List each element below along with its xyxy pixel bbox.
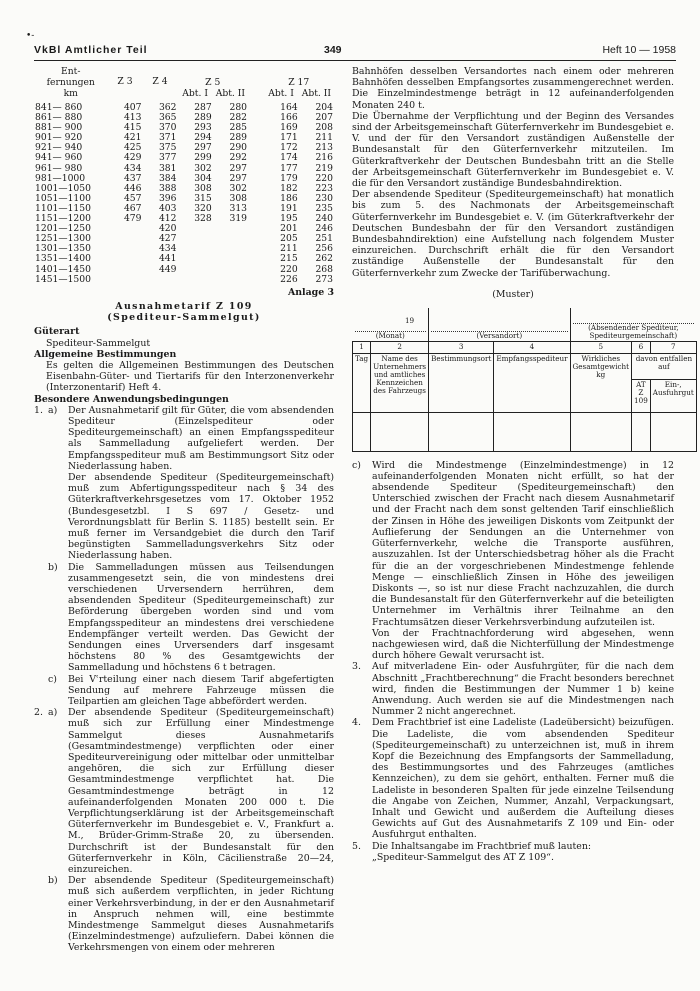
tariff-z17-abt2: 208 bbox=[315, 122, 333, 134]
tariff-z3 bbox=[107, 275, 142, 285]
tariff-z17-abt1: 191 bbox=[280, 202, 298, 214]
form-col-num: 7 bbox=[650, 342, 696, 353]
tariff-z17-abt2: 223 bbox=[315, 182, 333, 194]
tariff-z17-abt1: 195 bbox=[280, 213, 298, 225]
tariff-z5-abt2: 280 bbox=[229, 102, 248, 113]
tariff-z5-abt2 bbox=[213, 244, 248, 254]
tariff-z5-abt2: 282 bbox=[229, 112, 248, 124]
distance-range: 981—1000 bbox=[35, 172, 86, 184]
form-head-einaus: Ein-, Ausfuhrgut bbox=[650, 379, 696, 412]
page-number: 349 bbox=[324, 44, 342, 56]
tariff-z3: 446 bbox=[123, 182, 142, 194]
distance-range: 941— 960 bbox=[35, 152, 83, 164]
item-2c-text: Wird die Mindestmenge (Einzelmindestmenge) in 12 aufeinanderfolgenden Monaten nicht erfüllt, so hat der absendende Spediteur (Spediteurgemeinschaft) den Unterschied zwischen der Fracht nach diesem Ausnahmetarif und der Fracht nach dem sonst geltenden Tarif einschließlich der Zinsen in Höhe des jeweiligen Diskonts vom Zeitpunkt der Auflieferung der Sendungen an die Unternehmer von Güterfernverkehr, welche die Transporte ausführen, auszuzahlen. Ist der Unterschiedsbetrag höher als die Fracht für die an der vorgeschriebenen Mindestmenge fehlende Menge — einschließlich Zinsen in Höhe des jeweiligen Diskonts —, so ist nur diese Fracht nachzuzahlen, die durch die Bundesanstalt für den Güterfernverkehr auf die beteiligten Unternehmer im Verhältnis ihrer Teilnahme an den Frachtumsätzen dieser Verkehrsverbindung aufzuteilen ist. bbox=[372, 459, 674, 628]
tariff-z5-abt2: 290 bbox=[229, 142, 248, 154]
item-1b bbox=[34, 562, 334, 674]
tariff-z17-abt1: 164 bbox=[280, 102, 298, 113]
tariff-z17-abt1: 215 bbox=[280, 253, 298, 265]
col-z3-header: Z 3 bbox=[117, 76, 133, 87]
tariff-z17-abt1: 182 bbox=[280, 182, 298, 194]
form-head-bestimmung: Bestimmungsort bbox=[429, 353, 494, 412]
form-col-num: 2 bbox=[371, 342, 429, 353]
tariff-z17-abt1: 186 bbox=[280, 192, 298, 204]
form-head-name: Name des Unternehmers und amtliches Kennzeichen des Fahrzeugs bbox=[371, 353, 429, 412]
sample-form bbox=[352, 308, 697, 452]
tariff-z3 bbox=[107, 244, 142, 254]
item-2c-text-2: Von der Frachtnachforderung wird abgesehen, wenn nachgewiesen wird, daß die Nichterfüllung der Mindestmenge durch höhere Gewalt verursacht ist. bbox=[372, 627, 674, 662]
item-2b bbox=[34, 875, 334, 953]
tariff-z4: 388 bbox=[158, 182, 177, 194]
item-2b-label: b) bbox=[48, 875, 58, 887]
tariff-z17-abt2: 262 bbox=[315, 253, 333, 265]
item-1b-label: b) bbox=[48, 561, 58, 573]
tariff-z17-abt2: 230 bbox=[315, 192, 333, 204]
tariff-z17-abt2: 220 bbox=[315, 172, 333, 184]
item-1-number: 1. bbox=[34, 404, 43, 416]
item-2a bbox=[34, 707, 334, 875]
tariff-z5-abt1 bbox=[177, 224, 212, 234]
tariff-z5-abt1: 304 bbox=[194, 172, 212, 184]
item-1a bbox=[34, 405, 334, 472]
distance-range: 1251—1300 bbox=[35, 233, 91, 245]
page-header bbox=[34, 44, 676, 61]
item-2b-text: Der absendende Spediteur (Spediteurgemeinschaft) muß sich außerdem verpflichten, in jeder Richtung einer Verkehrsverbindung, in der er den Ausnahmetarif in Anspruch nehmen will, eine bestimmte Mindestmenge Sammelgut dieses Ausnahmetarifs (Einzelmindestmenge) aufzuliefern. Dabei können die Verkehrsmengen von einem oder mehreren bbox=[68, 875, 334, 954]
item-1b-text: Die Sammelladungen müssen aus Teilsendungen zusammengesetzt sein, die von mindestens drei verschiedenen Urversendern herrühren, dem absendenden Spediteur (Spediteurgemeinschaft) zur Beförderung übergeben worden sind und vom Empfangsspediteur an mindestens drei verschiedene Endempfänger verteilt werden. Das Gewicht der Sendungen eines Urversenders darf insgesamt höchstens 80 % des Gesamtgewichts der Sammelladung und höchstens 6 t betragen. bbox=[68, 561, 334, 674]
tariff-z3: 425 bbox=[123, 142, 142, 154]
form-versandort-label: (Versandort) bbox=[476, 331, 523, 341]
col-z4-header: Z 4 bbox=[152, 76, 168, 87]
tariff-z5-abt2: 289 bbox=[229, 132, 248, 144]
distance-range: 961— 980 bbox=[35, 162, 83, 174]
tariff-z4: 427 bbox=[158, 233, 177, 245]
tariff-z4: 377 bbox=[158, 152, 177, 164]
tariff-z17-abt2: 216 bbox=[315, 152, 333, 164]
form-absender-label: (Absendender Spediteur, Spediteurgemeinschaft) bbox=[588, 323, 679, 341]
form-year: 19 bbox=[355, 317, 427, 332]
tariff-z5-abt2: 313 bbox=[229, 202, 248, 214]
form-head-atz: AT Z 109 bbox=[632, 379, 651, 412]
col-z5-abt2: Abt. II bbox=[215, 87, 246, 99]
tariff-z17-abt1: 171 bbox=[280, 132, 298, 144]
tariff-z3: 429 bbox=[123, 152, 142, 164]
tariff-z17-abt2: 207 bbox=[315, 112, 333, 124]
item-2a-label: a) bbox=[48, 707, 58, 719]
tariff-z5-abt1: 293 bbox=[194, 122, 212, 134]
sample-title: (Muster) bbox=[492, 288, 534, 300]
section-gueterart-heading: Güterart bbox=[34, 326, 80, 338]
item-1c bbox=[34, 674, 334, 708]
col-z17-abt1: Abt. I bbox=[268, 87, 294, 99]
tariff-z4 bbox=[142, 275, 177, 285]
tariff-z5-abt1 bbox=[177, 254, 212, 264]
distance-range: 841— 860 bbox=[35, 102, 83, 113]
item-5 bbox=[352, 841, 674, 863]
tariff-z5-abt2 bbox=[213, 224, 248, 234]
tariff-z4: 441 bbox=[158, 253, 177, 265]
tariff-z5-abt1: 315 bbox=[194, 192, 212, 204]
tariff-z5-abt1: 308 bbox=[194, 182, 212, 194]
tariff-z5-abt2: 285 bbox=[229, 122, 248, 134]
item-5-text: Die Inhaltsangabe im Frachtbrief muß lauten: bbox=[372, 840, 592, 852]
tariff-z4: 420 bbox=[158, 223, 177, 235]
tariff-z4: 375 bbox=[158, 142, 177, 154]
tariff-z5-abt2 bbox=[213, 254, 248, 264]
tariff-z17-abt2: 219 bbox=[315, 162, 333, 174]
distance-range: 881— 900 bbox=[35, 122, 83, 134]
tariff-z17-abt2: 240 bbox=[315, 213, 333, 225]
item-4-number: 4. bbox=[352, 717, 361, 729]
issue-label: Heft 10 — 1958 bbox=[602, 44, 676, 56]
col-z17-header: Z 17 bbox=[288, 77, 310, 89]
section-besondere-heading: Besondere Anwendungsbedingungen bbox=[34, 393, 229, 405]
tariff-z17-abt2: 256 bbox=[315, 243, 333, 255]
form-head-tag: Tag bbox=[353, 353, 371, 412]
tariff-z5-abt1: 294 bbox=[194, 132, 212, 144]
tariff-z17-abt1: 179 bbox=[280, 172, 298, 184]
text-r3: Der absendende Spediteur (Spediteurgemeinschaft) hat monatlich bis zum 5. des Nachmonats der Arbeitsgemeinschaft Güterfernverkehr im Bundesgebiet e. V. (im Güterkraftverkehr der Deutschen Bundesbahn der für den Versandort zuständigen Bundesbahndirektion) eine Aufstellung nach folgendem Muster einzureichen. Durchschrift erhält die für den Versandort zuständige Außenstelle der Bundesanstalt für den Güterfernverkehr zum Zwecke der Tarifüberwachung. bbox=[352, 189, 674, 279]
form-absender-cell bbox=[570, 308, 696, 342]
form-month-label: (Monat) bbox=[375, 331, 405, 341]
form-col-num: 4 bbox=[494, 342, 570, 353]
tariff-z5-abt2: 308 bbox=[229, 192, 248, 204]
tariff-z5-abt1: 328 bbox=[194, 213, 212, 225]
distance-range: 901— 920 bbox=[35, 132, 83, 144]
tariff-z5-abt2 bbox=[213, 234, 248, 244]
item-1c-text: Bei Vʿrteilung einer nach diesem Tarif abgefertigten Sendung auf mehrere Fahrzeuge müssen die Teilpartien am gleichen Tage abbefördert werden. bbox=[68, 673, 334, 707]
tariff-z4: 403 bbox=[158, 202, 177, 214]
form-col-num: 5 bbox=[570, 342, 632, 353]
distance-range: 1451—1500 bbox=[35, 273, 91, 285]
tariff-z4: 371 bbox=[158, 132, 177, 144]
section-allgemein-heading: Allgemeine Bestimmungen bbox=[34, 348, 177, 360]
tariff-z17-abt1: 226 bbox=[280, 273, 298, 285]
tariff-z5-abt1: 297 bbox=[194, 142, 212, 154]
tariff-z5-abt2: 319 bbox=[229, 213, 248, 225]
item-3-number: 3. bbox=[352, 661, 361, 673]
tariff-subtitle: (Spediteur-Sammelgut) bbox=[107, 312, 261, 324]
header-left: VkBl Amtlicher Teil bbox=[34, 44, 148, 56]
tariff-z4: 384 bbox=[158, 172, 177, 184]
item-2-number: 2. bbox=[34, 707, 43, 719]
distance-range: 1301—1350 bbox=[35, 243, 91, 255]
tariff-z4: 362 bbox=[158, 102, 177, 113]
tariff-z17-abt2: 204 bbox=[315, 102, 333, 113]
corner-mark: •- bbox=[26, 31, 35, 41]
tariff-z5-abt2 bbox=[213, 275, 248, 285]
item-2c-label: c) bbox=[352, 459, 361, 471]
item-1a-text: Der Ausnahmetarif gilt für Güter, die vom absendenden Spediteur (Einzelspediteur oder Spediteurgemeinschaft) an einen Empfangsspediteur als Sammelladung aufgeliefert werden. Der Empfangsspediteur muß am Bestimmungsort Sitz oder Niederlassung haben. bbox=[68, 404, 334, 472]
annex-label: Anlage 3 bbox=[287, 286, 334, 298]
item-5-quote: „Spediteur-Sammelgut des AT Z 109“. bbox=[372, 851, 554, 863]
tariff-z17-abt1: 177 bbox=[280, 162, 298, 174]
tariff-z17-abt1: 211 bbox=[280, 243, 298, 255]
distance-range: 1051—1100 bbox=[35, 192, 91, 204]
tariff-z3: 413 bbox=[123, 112, 142, 124]
distance-range: 1201—1250 bbox=[35, 223, 91, 235]
distance-range: 1101—1150 bbox=[35, 202, 91, 214]
tariff-z3: 434 bbox=[123, 162, 142, 174]
distance-range: 1151—1200 bbox=[35, 213, 91, 225]
item-1a-text-2: Der absendende Spediteur (Spediteurgemeinschaft) muß zum Abfertigungsspediteur nach § 34 des Güterkraftverkehrsgesetzes vom 17. Oktober 1952 (Bundesgesetzbl. I S 697 / Gesetz- und Verordnungsblatt für Berlin S. 1185) bestellt sein. Er muß ferner im Versandgebiet die durch den Tarif begünstigten Sammelladungsverkehrs Sitz oder Niederlassung haben. bbox=[68, 471, 334, 562]
tariff-z5-abt1 bbox=[177, 265, 212, 275]
form-head-davon: davon entfallen auf bbox=[632, 353, 697, 379]
tariff-z4: 412 bbox=[158, 213, 177, 225]
item-5-number: 5. bbox=[352, 840, 361, 852]
item-2c bbox=[352, 460, 674, 628]
form-head-gewicht: Wirkliches Gesamtgewicht kg bbox=[570, 353, 632, 412]
item-3-text: Auf mitverladene Ein- oder Ausfuhrgüter, für die nach dem Abschnitt „Frachtberechnung“ die Fracht besonders berechnet wird, finden die Bestimmungen der Nummer 1 b) keine Anwendung. Auch werden sie auf die Mindestmengen nach Nummer 2 nicht angerechnet. bbox=[372, 661, 674, 718]
tariff-z3 bbox=[107, 234, 142, 244]
item-4-text: Dem Frachtbrief ist eine Ladeliste (Ladeübersicht) beizufügen. Die Ladeliste, die vom absendenden Spediteur (Spediteurgemeinschaft) zu unterzeichnen ist, muß in ihrem Kopf die Bezeichnung des Empfangsorts der Sammelladung, des Bestimmungsortes und des Fahrzeuges (amtliches Kennzeichen), zu dem sie gehört, enthalten. Ferner muß die Ladeliste in besonderen Spalten für jede einzelne Teilsendung die Angabe von Zeichen, Nummer, Anzahl, Verpackungsart, Inhalt und Gewicht und außerdem die Aufteilung dieses Gewichts auf Gut des Ausnahmetarifs Z 109 und Ein- oder Ausfuhrgut enthalten. bbox=[372, 717, 674, 841]
tariff-z3: 421 bbox=[123, 132, 142, 144]
item-4 bbox=[352, 717, 674, 840]
distance-table-body bbox=[34, 103, 334, 285]
tariff-z17-abt2: 251 bbox=[315, 233, 333, 245]
tariff-z4: 370 bbox=[158, 122, 177, 134]
form-number-row bbox=[353, 342, 697, 353]
tariff-z17-abt1: 169 bbox=[280, 122, 298, 134]
tariff-z4: 396 bbox=[158, 192, 177, 204]
tariff-z5-abt1 bbox=[177, 234, 212, 244]
distance-range: 1001—1050 bbox=[35, 182, 91, 194]
left-column bbox=[34, 66, 334, 954]
distance-range: 1351—1400 bbox=[35, 253, 91, 265]
tariff-z3 bbox=[107, 265, 142, 275]
tariff-z5-abt1 bbox=[177, 244, 212, 254]
distance-range: 921— 940 bbox=[35, 142, 83, 154]
tariff-z3 bbox=[107, 224, 142, 234]
item-3 bbox=[352, 661, 674, 717]
col-z17-abt2: Abt. II bbox=[301, 87, 331, 99]
tariff-z17-abt1: 166 bbox=[280, 112, 298, 124]
tariff-z4: 434 bbox=[158, 243, 177, 255]
tariff-z17-abt1: 220 bbox=[280, 263, 298, 275]
tariff-z5-abt1: 299 bbox=[194, 152, 212, 164]
tariff-z17-abt2: 213 bbox=[315, 142, 333, 154]
item-1c-label: c) bbox=[48, 673, 57, 685]
tariff-z3: 467 bbox=[123, 202, 142, 214]
tariff-z3: 437 bbox=[123, 172, 142, 184]
form-head-empfang: Empfangsspediteur bbox=[494, 353, 570, 412]
tariff-z5-abt2 bbox=[213, 265, 248, 275]
tariff-z5-abt2: 302 bbox=[229, 182, 248, 194]
tariff-title: Ausnahmetarif Z 109 bbox=[115, 300, 253, 312]
tariff-z17-abt1: 201 bbox=[280, 223, 298, 235]
form-versandort-cell bbox=[429, 308, 570, 342]
form-month-cell bbox=[353, 308, 429, 342]
item-1a-label: a) bbox=[48, 404, 58, 416]
tariff-z17-abt1: 205 bbox=[280, 233, 298, 245]
col-distance-header: Ent- fernungen km bbox=[46, 66, 95, 99]
col-z5-abt1: Abt. I bbox=[182, 87, 208, 99]
tariff-z5-abt2: 297 bbox=[229, 172, 248, 184]
tariff-z5-abt1: 320 bbox=[194, 202, 212, 214]
tariff-z17-abt1: 172 bbox=[280, 142, 298, 154]
tariff-z3: 407 bbox=[123, 102, 142, 113]
form-col-num: 3 bbox=[429, 342, 494, 353]
tariff-z5-abt1 bbox=[177, 275, 212, 285]
tariff-z4: 381 bbox=[158, 162, 177, 174]
distance-range: 861— 880 bbox=[35, 112, 83, 124]
right-column bbox=[352, 66, 694, 863]
item-2a-text: Der absendende Spediteur (Spediteurgemeinschaft) muß sich zur Erfüllung einer Mindestmenge Sammelgut dieses Ausnahmetarifs (Gesamtmindestmenge) verpflichten oder einer Spediteurvereinigung oder mittelbar oder unmittelbar angehören, die sich zur Erfüllung dieser Gesamtmindestmenge verpflichtet hat. Die Gesamtmindestmenge beträgt in 12 aufeinanderfolgenden Monaten 200 000 t. Die Verpflichtungserklärung ist der Arbeitsgemeinschaft Güterfernverkehr im Bundesgebiet e. V., Frankfurt a. M., Brüder-Grimm-Straße 20, zu übersenden. Durchschrift ist der Bundesanstalt für den Güterfernverkehr in Köln, Cäcilienstraße 20—24, einzureichen. bbox=[68, 707, 334, 876]
tariff-z5-abt2: 292 bbox=[229, 152, 248, 164]
tariff-z17-abt1: 174 bbox=[280, 152, 298, 164]
tariff-z4: 365 bbox=[158, 112, 177, 124]
text-r2: Die Übernahme der Verpflichtung und der Beginn des Versandes sind der Arbeitsgemeinschaft Güterfernverkehr im Bundesgebiet e. V. und der für den Versandort zuständigen Außenstelle der Bundesanstalt für den Güterfernverkehr mitzuteilen. Im Güterkraftverkehr der Deutschen Bundesbahn tritt an die Stelle der Arbeitsgemeinschaft Güterfernverkehr im Bundesgebiet e. V. die für den Versandort zuständige Bundesbahndirektion. bbox=[352, 110, 674, 190]
distance-table bbox=[34, 66, 334, 285]
form-col-num: 1 bbox=[353, 342, 371, 353]
tariff-z5-abt2: 297 bbox=[229, 162, 248, 174]
text-r1: Bahnhöfen desselben Versandortes nach einem oder mehreren Bahnhöfen desselben Empfangsortes zusammengerechnet werden. Die Einzelmindestmenge beträgt in 12 aufeinanderfolgenden Monaten 240 t. bbox=[352, 66, 674, 111]
gueterart-text: Spediteur-Sammelgut bbox=[46, 337, 151, 349]
tariff-z3: 415 bbox=[123, 122, 142, 134]
form-col-num: 6 bbox=[632, 342, 651, 353]
tariff-z17-abt2: 211 bbox=[315, 132, 333, 144]
tariff-z17-abt2: 273 bbox=[315, 273, 333, 285]
tariff-z4: 449 bbox=[158, 263, 177, 275]
distance-row bbox=[34, 254, 334, 264]
tariff-z3: 457 bbox=[123, 192, 142, 204]
tariff-z3 bbox=[107, 254, 142, 264]
allgemein-text: Es gelten die Allgemeinen Bestimmungen des Deutschen Eisenbahn-Güter- und Tiertarifs für den Interzonenverkehr (Interzonentarif) Heft 4. bbox=[46, 359, 334, 394]
tariff-z17-abt2: 246 bbox=[315, 223, 333, 235]
tariff-z5-abt1: 289 bbox=[194, 112, 212, 124]
tariff-z17-abt2: 235 bbox=[315, 202, 333, 214]
tariff-z17-abt2: 268 bbox=[315, 263, 333, 275]
distance-range: 1401—1450 bbox=[35, 263, 91, 275]
distance-row bbox=[34, 275, 334, 285]
tariff-z5-abt1: 287 bbox=[194, 102, 212, 113]
tariff-z5-abt1: 302 bbox=[194, 162, 212, 174]
col-z5-header: Z 5 bbox=[205, 77, 221, 89]
tariff-z3: 479 bbox=[123, 213, 142, 225]
